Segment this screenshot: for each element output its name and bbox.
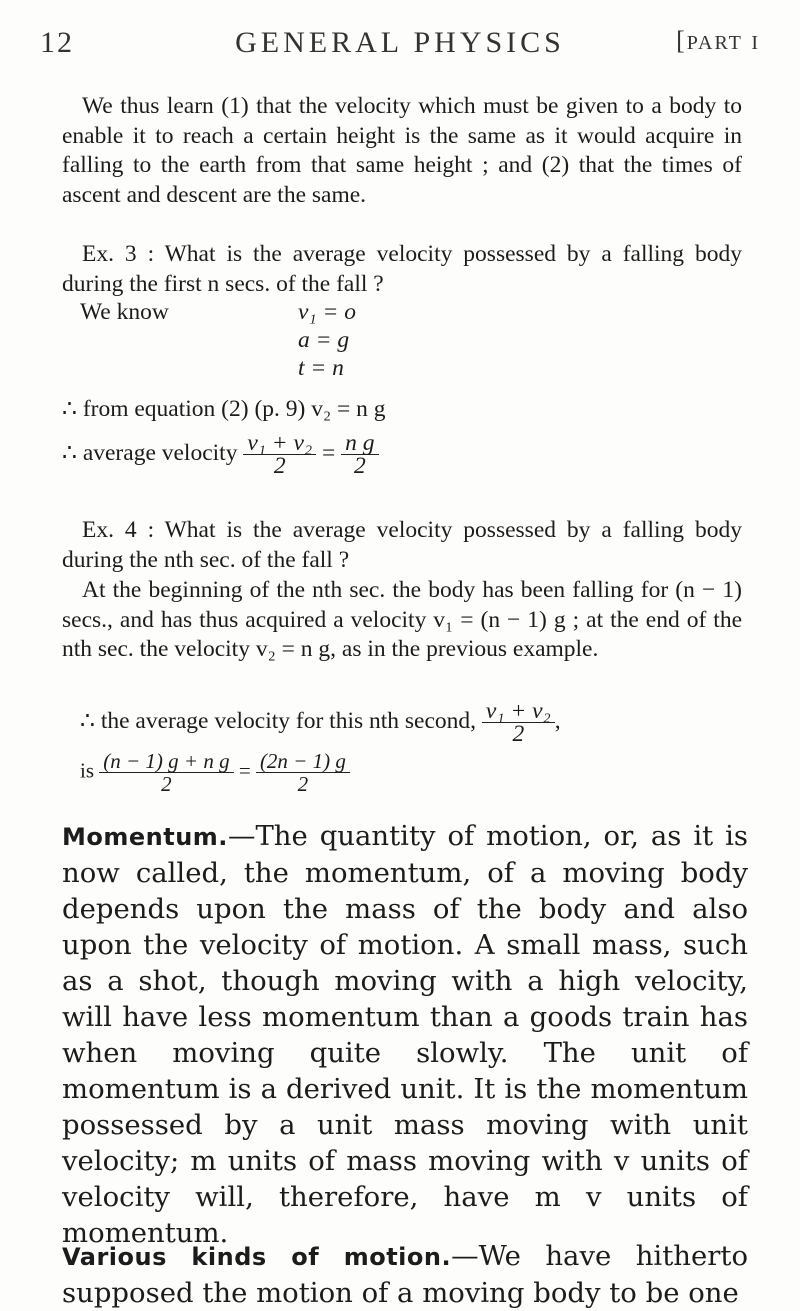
nth-avg-text: ∴ the average velocity for this nth second,: [80, 707, 477, 734]
part-label: [676, 26, 760, 56]
equation-t: t = n: [298, 355, 344, 381]
example-4-question: Ex. 4 : What is the average velocity possessed by a falling body during the nth sec. of the fall ?: [62, 517, 742, 573]
avg-denominator: 2: [273, 453, 286, 479]
nth-avg-denominator: 2: [512, 721, 525, 747]
avg-numerator-2: n g: [341, 432, 378, 455]
part-bracket: [: [676, 26, 687, 55]
result-fraction-2: [256, 750, 350, 795]
momentum-text: —The quantity of motion, or, as it is now called, the momentum, of a moving body depends upon the mass of the body and also upon the velocity of motion. A small mass, such as a shot, though moving with a high velocity, will have less momentum than a goods train has when moving quite slowly. The unit of momentum is a derived unit. It is the momentum possessed by a unit mass moving with unit velocity; m units of mass moving with v units of velocity will, therefore, have m v units of momentum.: [62, 820, 748, 1249]
running-title: GENERAL PHYSICS: [235, 26, 565, 59]
avg-numerator: v₁ + v₂: [243, 432, 316, 455]
nth-result-line: [80, 750, 350, 795]
avg-fraction: [243, 432, 316, 477]
result-denominator-2: 2: [297, 772, 309, 796]
avg-denominator-2: 2: [353, 453, 366, 479]
result-numerator-2: (2n − 1) g: [256, 750, 350, 773]
equation-a: a = g: [298, 327, 350, 353]
comma: ,: [554, 707, 561, 734]
nth-avg-numerator: v₁ + v₂: [482, 700, 555, 723]
nth-avg-fraction: [482, 700, 555, 745]
part-number: I: [751, 32, 760, 54]
nth-second-average-line: [80, 700, 561, 745]
we-know-label: We know: [80, 299, 169, 325]
momentum-paragraph: [62, 818, 748, 1251]
momentum-heading: Momentum.: [62, 823, 228, 851]
page-number: 12: [40, 26, 74, 59]
avg-prefix: ∴ average velocity: [62, 439, 238, 466]
avg-fraction-2: [341, 432, 378, 477]
equals-sign: =: [322, 439, 336, 466]
motion-text: —We have hitherto supposed the motion of a moving body to be one: [62, 1240, 749, 1309]
motion-paragraph: [62, 1238, 748, 1311]
from-equation-line: ∴ from equation (2) (p. 9) v₂ = n g: [62, 396, 386, 422]
result-equals: =: [238, 758, 251, 783]
result-denominator-1: 2: [161, 772, 172, 796]
average-velocity-line: [62, 432, 379, 477]
paragraph-conclusion: We thus learn (1) that the velocity which must be given to a body to enable it to reach a certain height is the same as it would acquire in falling to the earth from that same height ; and (2) that the times of ascent and descent are the same.: [62, 93, 742, 208]
equation-v1: v₁ = o: [298, 299, 356, 325]
example-3-question: Ex. 3 : What is the average velocity possessed by a falling body during the first n secs. of the fall ?: [62, 241, 742, 297]
result-fraction-1: [99, 750, 233, 795]
result-numerator-1: (n − 1) g + n g: [99, 750, 233, 773]
is-label: is: [80, 758, 95, 783]
part-word: PART: [686, 32, 743, 54]
example-4-body: At the beginning of the nth sec. the body has been falling for (n − 1) secs., and has thus acquired a velocity v₁ = (n − 1) g ; at the end of the nth sec. the velocity v₂ = n g, as in the previous example.: [62, 577, 742, 662]
running-header: [40, 26, 760, 66]
motion-heading: Various kinds of motion.: [62, 1243, 452, 1271]
